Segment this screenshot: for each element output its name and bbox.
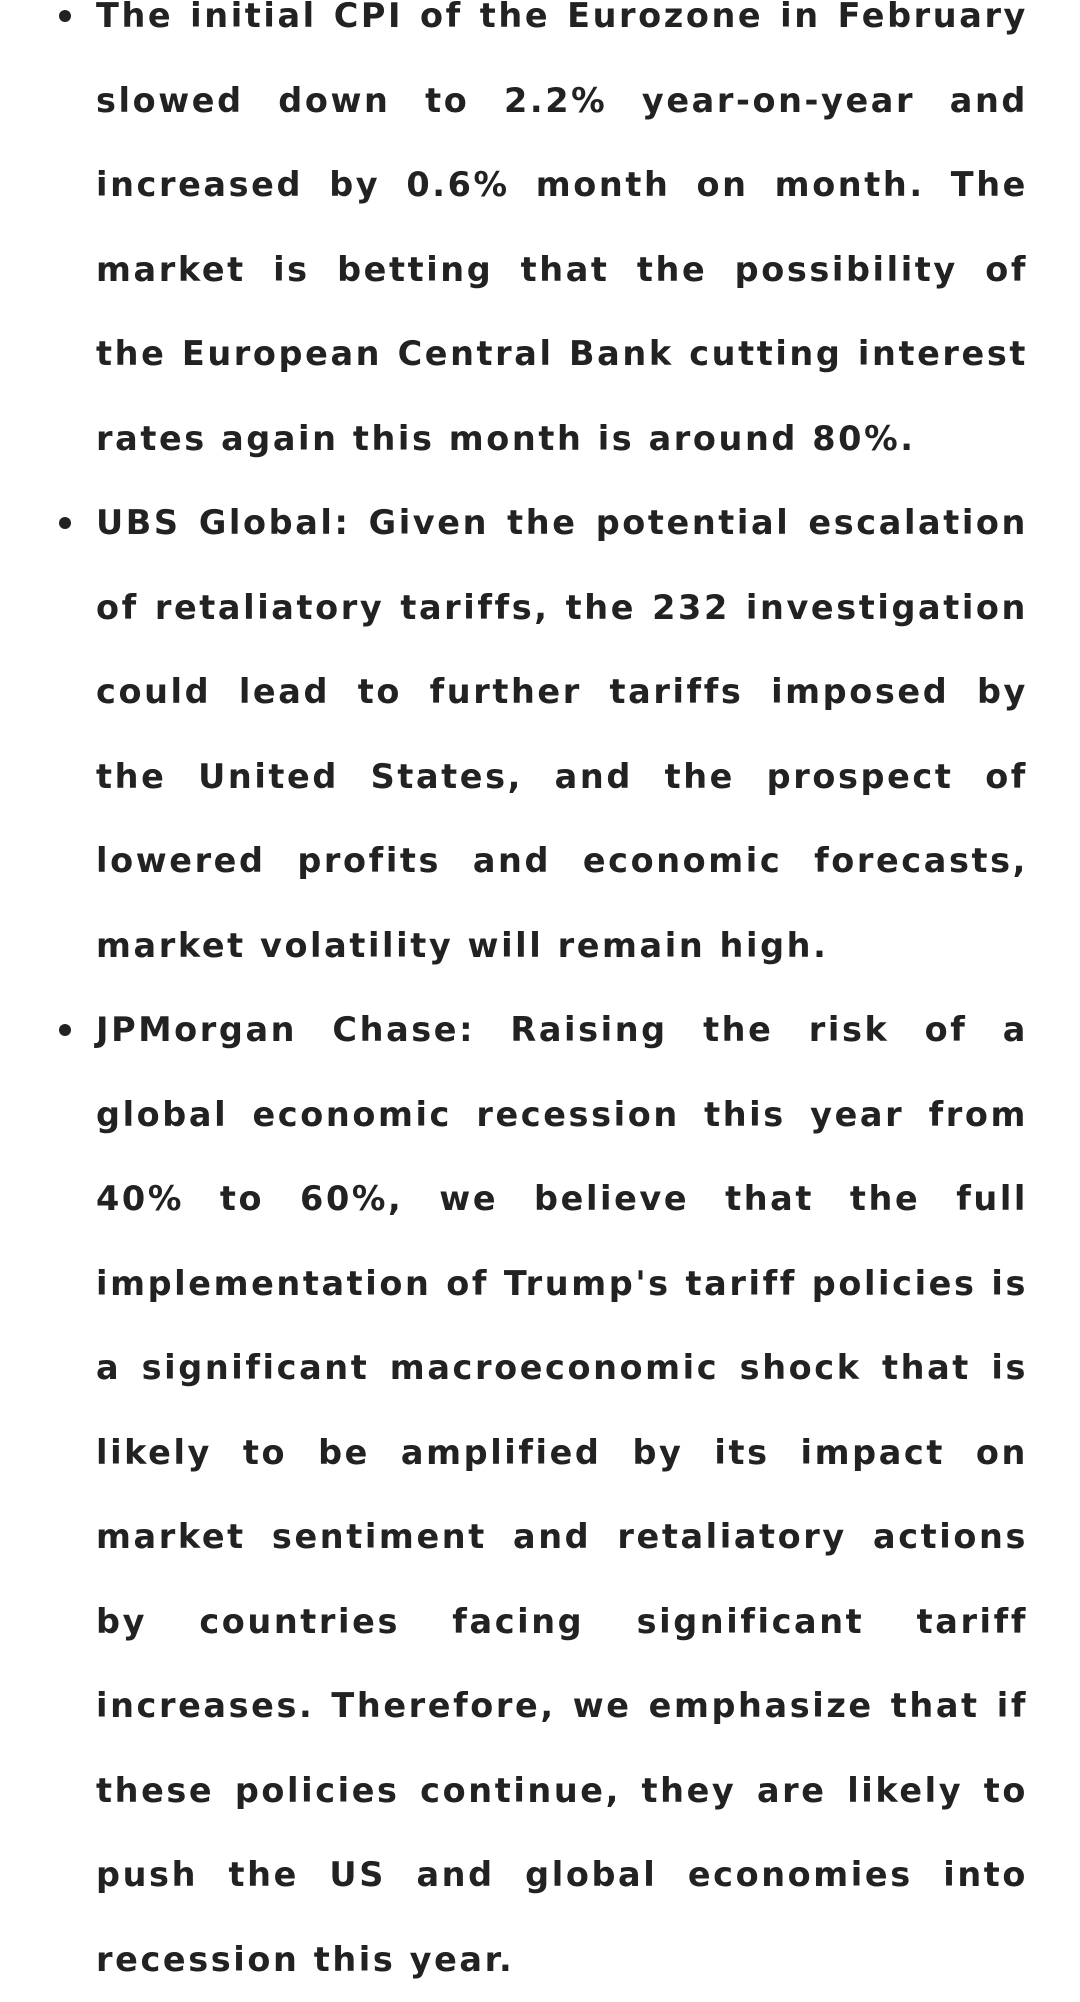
bullet-dot-icon <box>59 10 71 22</box>
list-item <box>96 481 1028 988</box>
list-item-text: The initial CPI of the Eurozone in February slowed down to 2.2% year-on-year and increased by 0.6% month on month. The market is betting that the possibility of the European Central Bank cutting interest rates again this month is around 80%. <box>96 0 1028 458</box>
list-item-text: UBS Global: Given the potential escalation of retaliatory tariffs, the 232 investigation could lead to further tariffs imposed by the United States, and the prospect of lowered profits and economic forecasts, market volatility will remain high. <box>96 503 1028 965</box>
list-item-text: JPMorgan Chase: Raising the risk of a global economic recession this year from 40% to 60%, we believe that the full implementation of Trump's tariff policies is a significant macroeconomic shock that is likely to be amplified by its impact on market sentiment and retaliatory actions by countries facing significant tariff increases. Therefore, we emphasize that if these policies continue, they are likely to push the US and global economies into recession this year. <box>96 1010 1028 1979</box>
bullet-dot-icon <box>59 1024 71 1036</box>
list-item <box>96 0 1028 481</box>
bullet-dot-icon <box>59 517 71 529</box>
list-item <box>96 988 1028 2002</box>
